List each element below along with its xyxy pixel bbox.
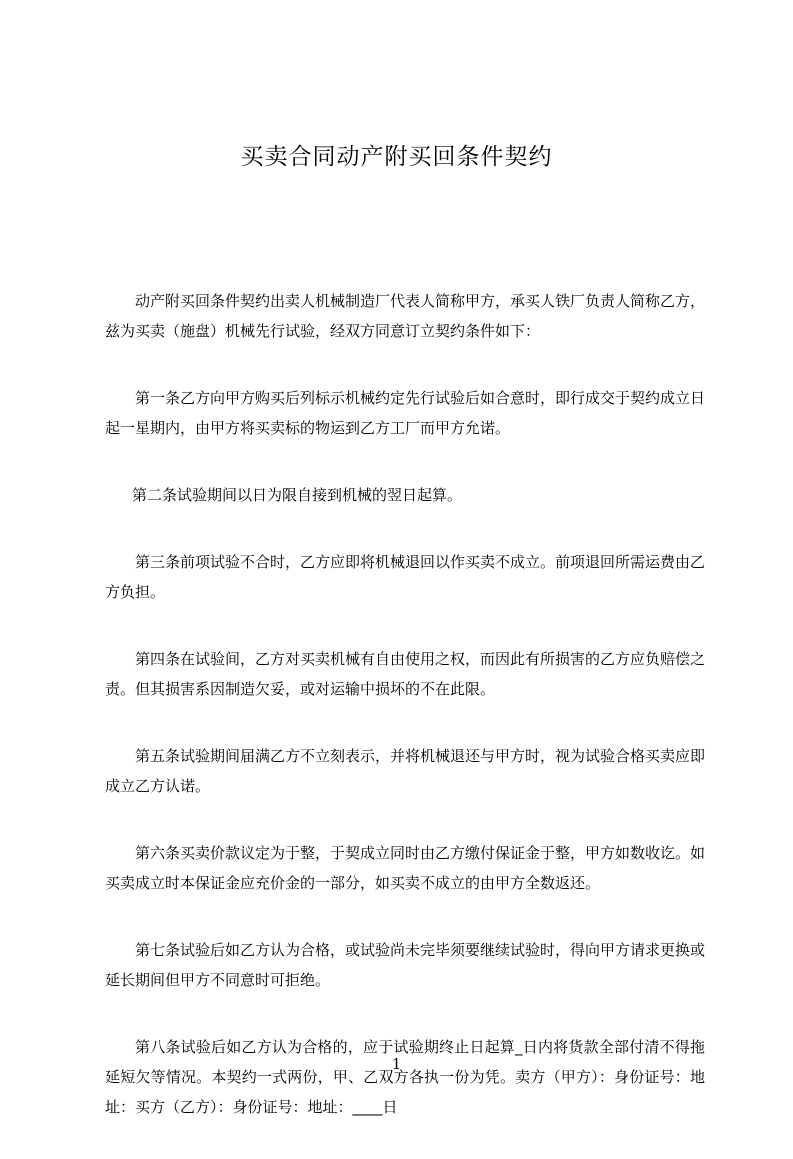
paragraph-article-2: 第二条试验期间以日为限自接到机械的翌日起算。 bbox=[132, 486, 463, 504]
paragraph-article-4: 第四条在试验间，乙方对买卖机械有自由使用之权，而因此有所损害的乙方应负赔偿之责。但其损害系因制造欠妥，或对运输中损坏的不在此限。 bbox=[105, 650, 706, 698]
paragraph-article-8: 第八条试验后如乙方认为合格的，应于试验期终止日起算_日内将货款全部付清不得拖延短欠等情况。本契约一式两份，甲、乙双方各执一份为凭。卖方（甲方）：身份证号：地址：买方（乙方）：身份证号：地址：____日 bbox=[105, 1038, 705, 1116]
page-number: 1 bbox=[391, 1055, 402, 1073]
document-body bbox=[105, 286, 705, 1159]
paragraph-article-6: 第六条买卖价款议定为于整，于契成立同时由乙方缴付保证金于整，甲方如数收讫。如买卖成立时本保证金应充价金的一部分，如买卖不成立的由甲方全数返还。 bbox=[105, 844, 706, 892]
document-title: 买卖合同动产附买回条件契约 bbox=[240, 144, 553, 170]
paragraph-article-7: 第七条试验后如乙方认为合格，或试验尚未完毕须要继续试验时，得向甲方请求更换或延长期间但甲方不同意时可拒绝。 bbox=[105, 941, 706, 989]
paragraph-intro: 动产附买回条件契约出卖人机械制造厂代表人简称甲方，承买人铁厂负责人简称乙方，兹为买卖（施盘）机械先行试验，经双方同意订立契约条件如下： bbox=[105, 292, 706, 340]
paragraph-article-3: 第三条前项试验不合时，乙方应即将机械退回以作买卖不成立。前项退回所需运费由乙方负担。 bbox=[105, 553, 706, 601]
paragraph-article-5: 第五条试验期间届满乙方不立刻表示，并将机械退还与甲方时，视为试验合格买卖应即成立乙方认诺。 bbox=[105, 747, 706, 795]
paragraph-article-1: 第一条乙方向甲方购买后列标示机械约定先行试验后如合意时，即行成交于契约成立日起一星期内，由甲方将买卖标的物运到乙方工厂而甲方允诺。 bbox=[105, 389, 706, 437]
